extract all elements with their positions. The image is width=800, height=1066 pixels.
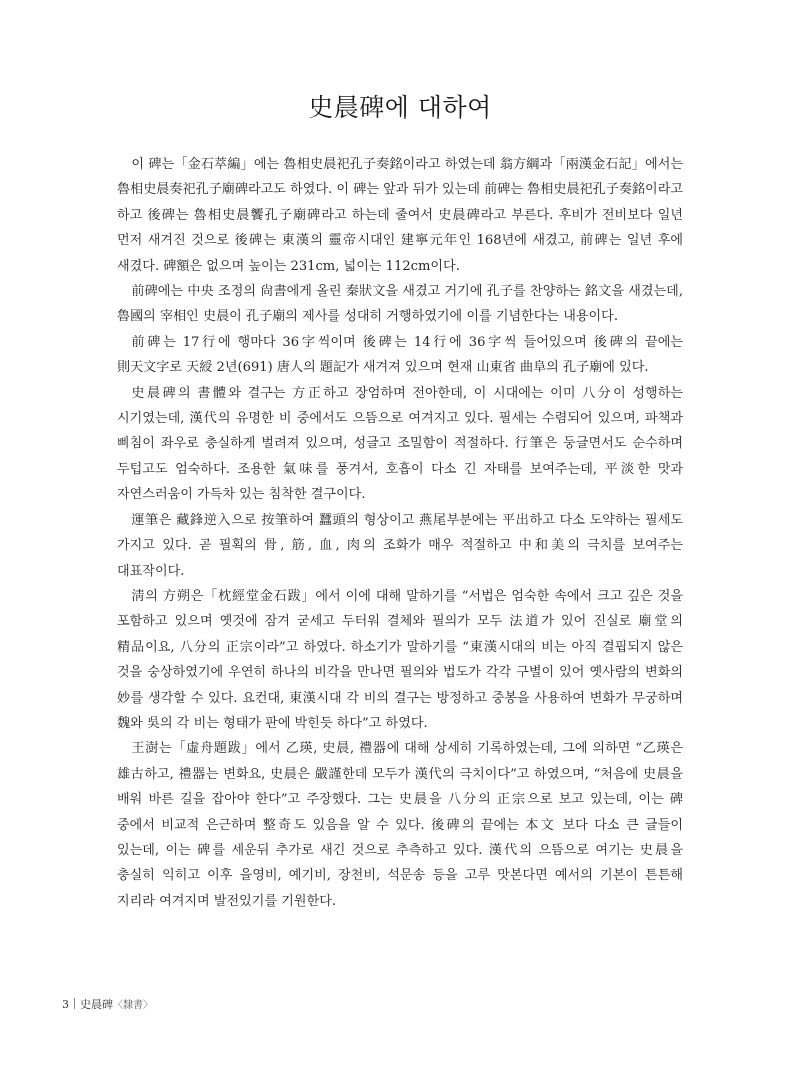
paragraph: 史晨碑의 書體와 결구는 方正하고 장엄하며 전아한데, 이 시대에는 이미 八分이 성행하는 시기였는데, 漢代의 유명한 비 중에서도 으뜸으로 여겨지고 있다. 필세는 수렴되어 있으며, 파책과 삐침이 좌우로 충실하게 벌려져 있으며, 성글고 조밀함이 적절하다. 行筆은 둥글면서도 순수하며 두텁고도 엄숙하다. 조용한 氣味를 풍겨서, 호흡이 다소 긴 자태를 보여주는데, 平淡한 맛과 자연스러움이 가득차 있는 침착한 결구이다. <box>117 385 683 503</box>
paragraph: 前碑는 17行에 행마다 36字씩이며 後碑는 14行에 36字씩 들어있으며 後碑의 끝에는 則天文字로 天綬 2년(691) 唐人의 題記가 새겨져 있으며 현재 山東省 曲阜의 孔子廟에 있다. <box>117 334 683 376</box>
page-footer <box>62 996 153 1012</box>
paragraph: 前碑에는 中央 조정의 尙書에게 올린 秦狀文을 새겼고 거기에 孔子를 찬양하는 銘文을 새겼는데, 魯國의 宰相인 史晨이 孔子廟의 제사를 성대히 거행하였기에 이를 기념한다는 내용이다. <box>117 284 683 325</box>
footer-divider <box>74 998 75 1009</box>
paragraph: 王澍는「虛舟題跋」에서 乙瑛, 史晨, 禮器에 대해 상세히 기록하였는데, 그에 의하면 “乙瑛은 雄古하고, 禮器는 변화요, 史晨은 嚴謹한데 모두가 漢代의 극치이다”고 하였으며, “처음에 史晨을 배워 바른 길을 잡아야 한다”고 주장했다. 그는 史晨을 八分의 正宗으로 보고 있는데, 이는 碑 중에서 비교적 은근하며 整奇도 있음을 알 수 있다. 後碑의 끝에는 本文 보다 다소 큰 글들이 있는데, 이는 碑를 세운뒤 추가로 새긴 것으로 추측하고 있다. 漢代의 으뜸으로 여기는 史晨을 충실히 익히고 이후 을영비, 예기비, 장천비, 석문송 등을 고루 맛본다면 예서의 기본이 튼튼해 지리라 여겨지며 발전있기를 기원한다. <box>117 741 683 909</box>
page-number: 3 <box>62 998 69 1011</box>
paragraph: 淸의 方朔은「枕經堂金石跋」에서 이에 대해 말하기를 “서법은 엄숙한 속에서 크고 깊은 것을 포함하고 있으며 옛것에 잠겨 굳세고 두터워 결체와 필의가 모두 法道가 있어 진실로 廟堂의 精品이요, 八分의 正宗이라”고 하였다. 하소기가 말하기를 “東漢시대의 비는 아직 결핍되지 않은 것을 숭상하였기에 우연히 하나의 비각을 만나면 필의와 법도가 각각 구별이 있어 옛사람의 변화의 妙를 생각할 수 있다. 요컨대, 東漢시대 각 비의 결구는 방정하고 중봉을 사용하여 변화가 무궁하며 魏와 吳의 각 비는 형태가 판에 박힌듯 하다”고 하였다. <box>117 588 683 731</box>
page-title: 史晨碑에 대하여 <box>308 93 492 122</box>
footer-subtitle: 〈隸書〉 <box>113 1000 153 1011</box>
footer-book-title: 史晨碑 <box>80 998 113 1011</box>
paragraph: 이 碑는「金石萃編」에는 魯相史晨祀孔子奏銘이라고 하였는데 翁方綱과「兩漢金石記」에서는 魯相史晨奏祀孔子廟碑라고도 하였다. 이 碑는 앞과 뒤가 있는데 前碑는 魯相史晨祀孔子奏銘이라고 하고 後碑는 魯相史晨饗孔子廟碑라고 하는데 줄여서 史晨碑라고 부른다. 후비가 전비보다 일년 먼저 새겨진 것으로 後碑는 東漢의 靈帝시대인 建寧元年인 168년에 새겼고, 前碑는 일년 후에 새겼다. 碑額은 없으며 높이는 231cm, 넓이는 112cm이다. <box>117 157 683 274</box>
article-body <box>117 152 683 914</box>
paragraph: 運筆은 藏鋒逆入으로 按筆하여 蠶頭의 형상이고 燕尾부분에는 平出하고 다소 도약하는 필세도 가지고 있다. 곧 필획의 骨, 筋, 血, 肉의 조화가 매우 적절하고 中和美의 극치를 보여주는 대표작이다. <box>117 512 683 579</box>
